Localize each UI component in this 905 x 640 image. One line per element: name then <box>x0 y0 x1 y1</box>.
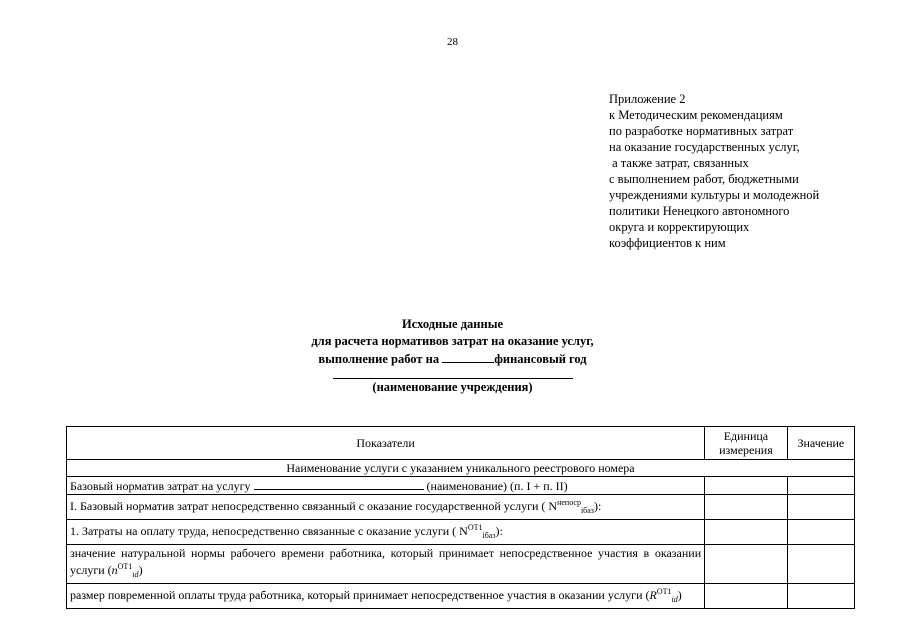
appendix-line: на оказание государственных услуг, <box>609 140 800 154</box>
value-cell[interactable] <box>787 545 854 584</box>
row-labor-costs-text: 1. Затраты на оплату труда, непосредственно связанные с оказание услуги ( N <box>70 524 468 538</box>
document-title <box>0 316 905 396</box>
table-row <box>67 460 855 477</box>
appendix-line: округа и корректирующих <box>609 220 750 234</box>
title-line-2: для расчета нормативов затрат на оказание услуг, <box>311 334 594 348</box>
table-row <box>67 584 855 609</box>
header-unit: Единица измерения <box>705 427 788 460</box>
unit-cell[interactable] <box>705 584 788 609</box>
table-row <box>67 477 855 495</box>
row-labor-costs <box>67 520 705 545</box>
row-base-norm-prefix: Базовый норматив затрат на услугу <box>70 479 251 493</box>
value-cell[interactable] <box>787 520 854 545</box>
formula-end: ): <box>495 524 503 538</box>
appendix-line: а также затрат, связанных <box>609 156 749 170</box>
row-hourly-pay-text: размер повременной оплаты труда работника, который принимает непосредственное участия в оказании услуги ( <box>70 588 650 602</box>
year-blank <box>442 350 494 363</box>
formula-var: R <box>649 588 657 602</box>
row-base-norm <box>67 477 705 495</box>
unit-cell[interactable] <box>705 495 788 520</box>
value-cell[interactable] <box>787 495 854 520</box>
table-row <box>67 520 855 545</box>
header-indicators: Показатели <box>67 427 705 460</box>
row-base-norm-suffix: (наименование) (п. I + п. II) <box>426 479 568 493</box>
formula-sup: ОТ1 <box>467 523 483 532</box>
unit-cell[interactable] <box>705 545 788 584</box>
appendix-line: учреждениями культуры и молодежной <box>609 188 820 202</box>
row-hourly-pay <box>67 584 705 609</box>
appendix-line: коэффициентов к ним <box>609 236 726 250</box>
formula-sup: непоср <box>557 498 581 507</box>
row-work-time-norm-text: значение натуральной нормы рабочего времени работника, который принимает непосредственное участия в оказании услуги ( <box>70 546 702 577</box>
formula-sub: iбаз <box>580 506 594 515</box>
header-value: Значение <box>787 427 854 460</box>
value-cell[interactable] <box>787 477 854 495</box>
table-row <box>67 545 855 584</box>
institution-caption: (наименование учреждения) <box>372 380 533 394</box>
formula-var: n <box>111 563 118 577</box>
table-header-row <box>67 427 855 460</box>
formula-end: ) <box>677 588 682 602</box>
appendix-line: по разработке нормативных затрат <box>609 124 794 138</box>
title-year-prefix: выполнение работ на <box>318 352 443 366</box>
row-direct-costs <box>67 495 705 520</box>
formula-sup: ОТ1 <box>656 587 672 596</box>
table-row <box>67 495 855 520</box>
appendix-reference <box>609 91 819 251</box>
title-line-1: Исходные данные <box>401 317 503 331</box>
row-work-time-norm <box>67 545 705 584</box>
title-year-suffix: финансовый год <box>494 352 587 366</box>
value-cell[interactable] <box>787 584 854 609</box>
page-number: 28 <box>447 36 458 48</box>
unit-cell[interactable] <box>705 520 788 545</box>
appendix-line: Приложение 2 <box>609 92 686 106</box>
appendix-line: политики Ненецкого автономного <box>609 204 790 218</box>
formula-sub: id <box>671 595 678 604</box>
source-data-table <box>66 426 855 609</box>
formula-end: ) <box>138 563 143 577</box>
section-title: Наименование услуги с указанием уникального реестрового номера <box>67 460 855 477</box>
appendix-line: с выполнением работ, бюджетными <box>609 172 799 186</box>
formula-sub: iбаз <box>482 531 496 540</box>
appendix-line: к Методическим рекомендациям <box>609 108 783 122</box>
formula-sup: ОТ1 <box>117 562 133 571</box>
unit-cell[interactable] <box>705 477 788 495</box>
title-line-3 <box>0 350 905 368</box>
formula-sub: id <box>132 570 139 579</box>
row-direct-costs-text: I. Базовый норматив затрат непосредственно связанный с оказание государственной услуги ( N <box>70 499 558 513</box>
service-name-blank <box>254 478 424 490</box>
formula-end: ): <box>593 499 602 513</box>
